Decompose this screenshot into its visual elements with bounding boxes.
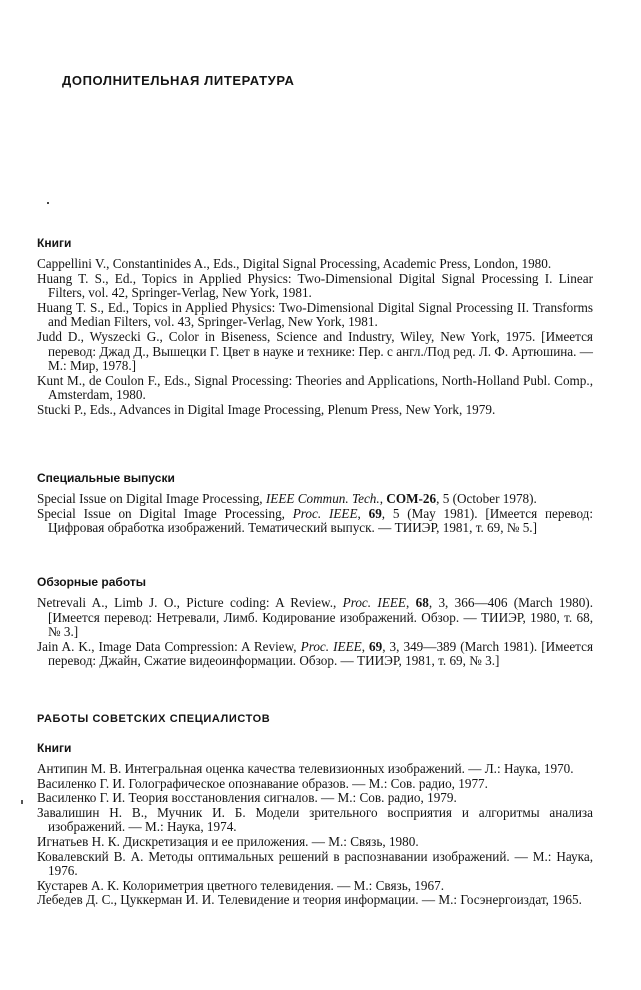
bibliography-entry: Антипин М. В. Интегральная оценка качества телевизионных изображений. — Л.: Наука, 1970.	[37, 761, 574, 776]
bibliography-entry: Завалишин Н. В., Мучник И. Б. Модели зрительного восприятия и алгоритмы анализа изображений. — М.: Наука, 1974.	[37, 804, 593, 835]
bibliography-entry: Judd D., Wyszecki G., Color in Biseness, Science and Industry, Wiley, New York, 1975. [Имеется перевод: Джад Д., Вышецки Г. Цвет в науке и технике: Пер. с англ./Под ред. Л. Ф. Артюшина. — М.: Мир, 1978.]	[37, 328, 593, 374]
section-soviet-books	[37, 741, 593, 908]
section-heading: Книги	[37, 741, 72, 755]
bibliography-entry: Special Issue on Digital Image Processing, IEEE Commun. Tech., COM-26, 5 (October 1978).	[37, 491, 537, 506]
bibliography-entry: Лебедев Д. С., Цуккерман И. И. Телевидение и теория информации. — М.: Госэнергоиздат, 1965.	[37, 892, 582, 908]
bibliography-entry: Kunt M., de Coulon F., Eds., Signal Processing: Theories and Applications, North-Holland Publ. Comp., Amsterdam, 1980.	[37, 372, 593, 403]
bibliography-entry: Stucki P., Eds., Advances in Digital Image Processing, Plenum Press, New York, 1979.	[37, 401, 496, 417]
bibliography-entry: Huang T. S., Ed., Topics in Applied Physics: Two-Dimensional Digital Signal Processing I. Linear Filters, vol. 42, Springer-Verlag, New York, 1981.	[37, 270, 593, 301]
bibliography-entry: Ковалевский В. А. Методы оптимальных решений в распознавании изображений. — М.: Наука, 1976.	[37, 848, 593, 879]
section-special-issues	[37, 471, 593, 536]
section-soviet-works	[37, 713, 593, 732]
bibliography-entry: Huang T. S., Ed., Topics in Applied Physics: Two-Dimensional Digital Signal Processing II. Transforms and Median Filters, vol. 43, Springer-Verlag, New York, 1981.	[37, 299, 593, 330]
section-heading: РАБОТЫ СОВЕТСКИХ СПЕЦИАЛИСТОВ	[37, 713, 271, 725]
scan-speck	[47, 202, 49, 204]
section-heading: Обзорные работы	[37, 575, 146, 589]
section-heading: Специальные выпуски	[37, 471, 175, 485]
scan-speck	[21, 800, 23, 804]
section-heading: Книги	[37, 236, 72, 250]
section-books	[37, 236, 593, 418]
bibliography-entry: Jain A. K., Image Data Compression: A Review, Proc. IEEE, 69, 3, 349—389 (March 1981). [Имеется перевод: Джайн, Сжатие видеоинформации. Обзор. — ТИИЭР, 1981, т. 69, № 3.]	[37, 638, 594, 669]
bibliography-entry: Cappellini V., Constantinides A., Eds., Digital Signal Processing, Academic Press, London, 1980.	[37, 256, 552, 271]
bibliography-entry: Кустарев А. К. Колориметрия цветного телевидения. — М.: Связь, 1967.	[37, 877, 445, 893]
bibliography-entry: Василенко Г. И. Голографическое опознавание образов. — М.: Сов. радио, 1977.	[37, 775, 488, 791]
page-title: ДОПОЛНИТЕЛЬНАЯ ЛИТЕРАТУРА	[62, 73, 295, 88]
bibliography-entry: Special Issue on Digital Image Processing, Proc. IEEE, 69, 5 (May 1981). [Имеется перевод: Цифровая обработка изображений. Тематический выпуск. — ТИИЭР, 1981, т. 69, № 5.]	[37, 505, 594, 536]
bibliography-entry: Netrevali A., Limb J. O., Picture coding: A Review., Proc. IEEE, 68, 3, 366—406 (March 1980). [Имеется перевод: Нетревали, Лимб. Кодирование изображений. Обзор. — ТИИЭР, 1980, т. 68, № 3.]	[37, 595, 593, 640]
bibliography-entry: Игнатьев Н. К. Дискретизация и ее приложения. — М.: Связь, 1980.	[37, 833, 419, 849]
section-reviews	[37, 575, 593, 669]
bibliography-entry: Василенко Г. И. Теория восстановления сигналов. — М.: Сов. радио, 1979.	[37, 790, 457, 806]
